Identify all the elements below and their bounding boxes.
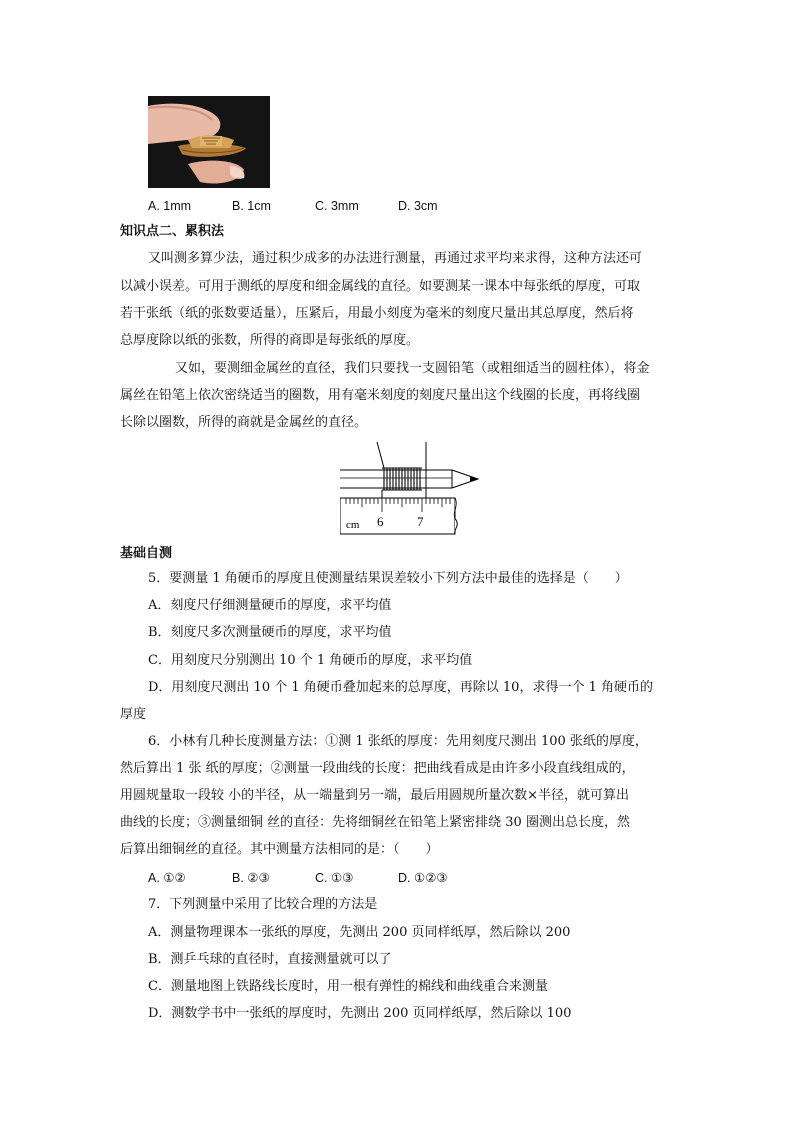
q4-option-b: B. 1cm xyxy=(232,199,271,213)
q7-option-d: D．测数学书中一张纸的厚度时，先测出 200 页同样纸厚，然后除以 100 xyxy=(148,1006,572,1021)
ruler-tick-7-label: 7 xyxy=(417,514,424,529)
q5-option-d: D．用刻度尺测出 10 个 1 角硬币叠加起来的总厚度，再除以 10，求得一个 1 角硬币的 xyxy=(148,680,653,695)
q5-option-a: A．刻度尺仔细测量硬币的厚度，求平均值 xyxy=(148,598,392,613)
q6-line2: 然后算出 1 张 纸的厚度；②测量一段曲线的长度：把曲线看成是由许多小段直线组成的， xyxy=(120,761,635,776)
para1-line4: 总厚度除以纸的张数，所得的商即是每张纸的厚度。 xyxy=(120,333,420,348)
q4-option-a: A. 1mm xyxy=(148,199,192,213)
ruler-unit-label: cm xyxy=(346,519,360,531)
para1-line3: 若干张纸（纸的张数要适量），压紧后，用最小刻度为毫米的刻度尺量出其总厚度，然后将 xyxy=(120,306,634,321)
q4-option-d: D. 3cm xyxy=(398,199,438,213)
q6-option-c: C. ①③ xyxy=(315,871,354,885)
ruler-tick-6-label: 6 xyxy=(377,514,384,529)
carved-boat-photo xyxy=(148,96,270,188)
q6-line5: 后算出细铜丝的直径。其中测量方法相同的是：（ ） xyxy=(120,842,439,857)
wire-coil xyxy=(382,468,422,490)
q5-option-b: B．刻度尺多次测量硬币的厚度，求平均值 xyxy=(148,625,392,640)
q7-option-c: C．测量地图上铁路线长度时，用一根有弹性的棉线和曲线重合来测量 xyxy=(148,979,548,994)
section2-title: 知识点二、累积法 xyxy=(120,224,225,239)
coil-ruler-figure xyxy=(340,440,480,536)
q6-option-b: B. ②③ xyxy=(232,871,270,885)
pencil-coil-ruler-diagram xyxy=(340,440,480,536)
q5-option-c: C．用刻度尺分别测出 10 个 1 角硬币的厚度，求平均值 xyxy=(148,653,473,668)
q6-line4: 曲线的长度；③测量细铜 丝的直径：先将细铜丝在铅笔上紧密排绕 30 圈测出总长度，然 xyxy=(120,815,630,830)
q4-option-c: C. 3mm xyxy=(315,199,359,213)
self-test-title: 基础自测 xyxy=(120,546,173,561)
pencil xyxy=(340,470,478,488)
para1-line1: 又叫测多算少法，通过积少成多的办法进行测量，再通过求平均来求得，这种方法还可 xyxy=(148,251,643,266)
para2-line2: 属丝在铅笔上依次密绕适当的圈数，用有毫米刻度的刻度尺量出这个线圈的长度，再将线圈 xyxy=(120,388,641,403)
para2-line1: 又如，要测细金属丝的直径，我们只要找一支圆铅笔（或粗细适当的圆柱体），将金 xyxy=(175,361,650,376)
q5-option-d-cont: 厚度 xyxy=(120,707,147,722)
q7-option-a: A．测量物理课本一张纸的厚度，先测出 200 页同样纸厚，然后除以 200 xyxy=(148,925,571,940)
q7-stem: 7．下列测量中采用了比较合理的方法是 xyxy=(148,897,378,912)
q6-option-a: A. ①② xyxy=(148,871,186,885)
boat-image-icon xyxy=(148,96,270,188)
q6-line3: 用圆规量取一段较 小的半径，从一端量到另一端，最后用圆规所量次数×半径，就可算出 xyxy=(120,788,630,803)
para2-line3: 长除以圈数，所得的商就是金属丝的直径。 xyxy=(120,415,368,430)
q6-option-d: D. ①②③ xyxy=(398,871,448,885)
q5-stem: 5．要测量 1 角硬币的厚度且使测量结果误差较小下列方法中最佳的选择是（ ） xyxy=(148,571,628,586)
ruler xyxy=(340,498,457,534)
q6-line1: 6．小林有几种长度测量方法：①测 1 张纸的厚度：先用刻度尺测出 100 张纸的厚度， xyxy=(148,734,648,749)
para1-line2: 以减小误差。可用于测纸的厚度和细金属线的直径。如要测某一课本中每张纸的厚度，可取 xyxy=(120,279,641,294)
q7-option-b: B．测乒乓球的直径时，直接测量就可以了 xyxy=(148,952,392,967)
